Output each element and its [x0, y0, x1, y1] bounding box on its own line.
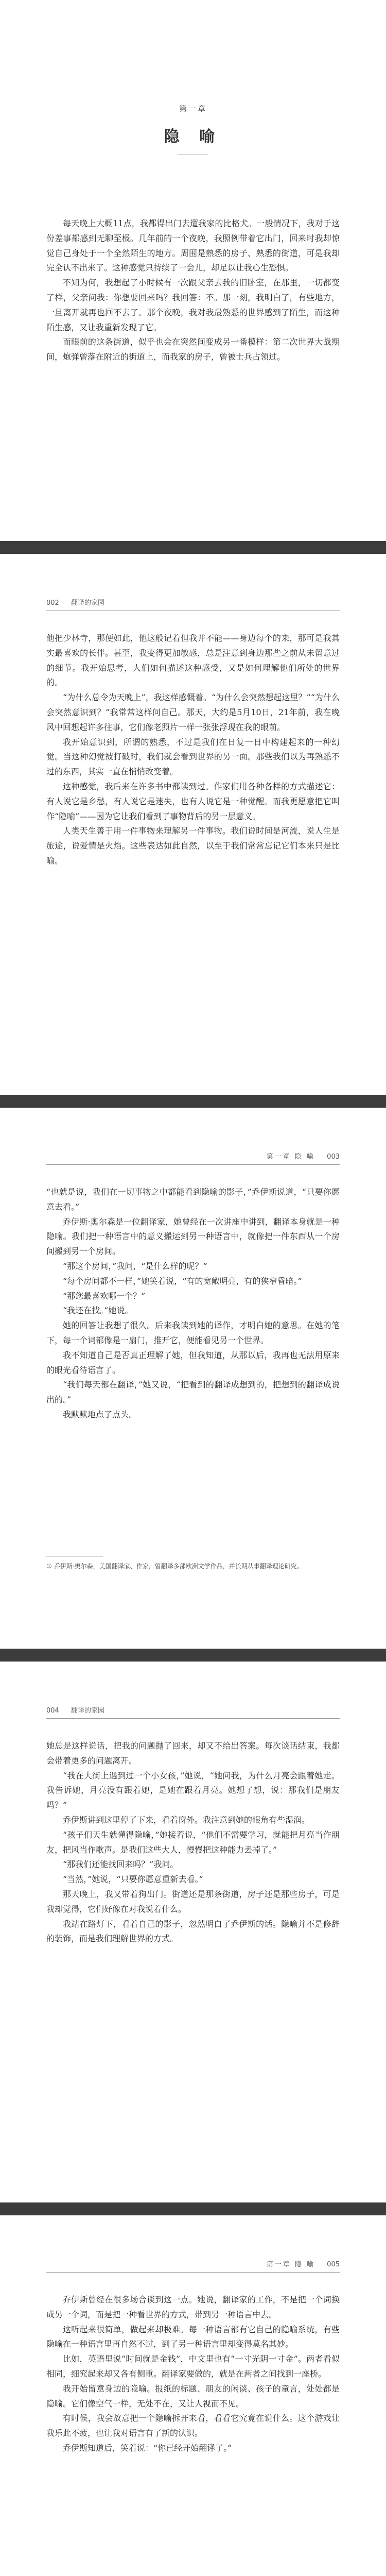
paragraph: 乔伊斯知道后，笑着说：“你已经开始翻译了。”: [63, 2443, 232, 2453]
header-title: 翻译的家园: [71, 1707, 105, 1715]
paragraph: “那我们还能找回来吗？”我问。: [63, 1859, 179, 1870]
paragraph: “我还在找。”她说。: [63, 1306, 133, 1316]
page-number: 003: [327, 1153, 340, 1161]
page-number: 004: [46, 1707, 59, 1715]
paragraph: “那这个房间，”我问，“是什么样的呢？”: [63, 1261, 207, 1271]
paragraph: 我默默地点了点头。: [63, 1409, 137, 1419]
paragraph: 有时候，我会故意把一个隐喻拆开来看，看看它究竟在说什么。这个游戏让我乐此不疲，也让我对语言有了新的认识。: [46, 2413, 340, 2438]
paragraph: 人类天生善于用一件事物来理解另一件事物。我们说时间是河流，说人生是旅途，说爱情是火焰。这些表达如此自然，以至于我们常常忘记它们本来只是比喻。: [46, 826, 340, 866]
page-2-body: [46, 631, 340, 869]
paragraph: 乔伊斯曾经在很多场合谈到这一点。她说，翻译家的工作，不是把一个词换成另一个词，而是把一种看世界的方式，带到另一种语言中去。: [46, 2295, 340, 2319]
paragraph: “孩子们天生就懂得隐喻，”她接着说，“他们不需要学习，就能把月亮当作朋友，把风当作歌声。是我们这些大人，慢慢把这种能力丢掉了。”: [46, 1829, 340, 1855]
paragraph: “那您最喜欢哪一个？”: [63, 1291, 146, 1301]
footnote-mark: ①: [46, 1563, 52, 1570]
paragraph: 她总是这样说话，把我的问题抛了回来，却又不给出答案。每次谈话结束，我都会带着更多的问题离开。: [46, 1741, 340, 1766]
paragraph: 我不知道自己是否真正理解了她，但我知道，从那以后，我再也无法用原来的眼光看待语言了。: [46, 1350, 340, 1375]
paragraph: “为什么总令为天晚上”，我这样感慨着。“为什么会突然想起这里？”“为什么会突然意识到？”我常常这样问自己。那天，大约是5月10日，21年前，我在晚风中回想起许多往事，它们像老照片一样一张张浮现在我的眼前。: [46, 692, 340, 732]
paragraph: 我开始留意身边的隐喻。报纸的标题、朋友的闲谈、孩子的童言，处处都是隐喻。它们像空气一样，无处不在，又让人视而不见。: [46, 2383, 340, 2409]
paragraph: 比如，英语里说“时间就是金钱”，中文里也有“一寸光阴一寸金”。两者看似相同，细究起来却又各有侧重。翻译家要做的，就是在两者之间找到一座桥。: [46, 2354, 340, 2379]
paragraph: “也就是说，我们在一切事物之中都能看到隐喻的影子，”乔伊斯说道，“只要你愿意去看。”: [46, 1187, 340, 1212]
footnote: [46, 1561, 340, 1571]
page-5: [0, 2215, 386, 2576]
paragraph: 他把少林寺，那便如此，他这般记着但我并不能——身边每个的来，那可是我其实最喜欢的长伴。甚至，我变得更加敏感，总是注意到身边那些之前从未留意过的细节。我开始思考，人们如何描述这种感受，又是如何理解他们所处的世界的。: [46, 633, 340, 688]
paragraph: “我在大街上遇到过一个小女孩，”她说，“她问我，为什么月亮会跟着她走。我告诉她，月亮没有跟着她，是她在跟着月亮。她想了想，说：那我们是朋友吗？”: [46, 1770, 340, 1810]
paragraph: 而眼前的这条街道，似乎也会在突然间变成另一番模样：第二次世界大战期间，炮弹曾落在附近的街道上，而我家的房子，曾被士兵占领过。: [46, 337, 340, 362]
paragraph: 那天晚上，我又带着狗出门。街道还是那条街道，房子还是那些房子，可是我却觉得，它们好像在对我说着什么。: [46, 1889, 340, 1914]
paragraph: 我开始意识到，所谓的熟悉，不过是我们在日复一日中构建起来的一种幻觉。当这种幻觉被打破时，我们就会看到世界的另一面。那些我们以为再熟悉不过的东西，其实一直在悄悄改变着。: [46, 737, 340, 777]
page-5-body: [46, 2293, 340, 2456]
running-header: [46, 2257, 340, 2273]
header-title: 翻译的家园: [71, 599, 105, 607]
page-4: [0, 1662, 386, 2202]
paragraph: 乔伊斯讲到这里停了下来，看着窗外。我注意到她的眼角有些湿润。: [63, 1815, 310, 1825]
paragraph: 不知为何，我想起了小时候有一次跟父亲去我的旧卧室，在那里，一切都变了样，父亲问我：你想要回来吗？我回答：不。那一刻，我明白了，有些地方，一旦离开就再也回不去了。那个夜晚，我对我最熟悉的世界感到了陌生，而这种陌生感，又让我重新发现了它。: [46, 278, 340, 332]
paragraph: “当然，”她说，“只要你愿意重新去看。”: [63, 1874, 203, 1885]
page-number: 005: [327, 2261, 340, 2268]
page-number: 002: [46, 599, 59, 607]
paragraph: “每个房间都不一样，”她笑着说，“有的宽敞明亮，有的狭窄昏暗。”: [63, 1276, 302, 1286]
page-3-body: [46, 1185, 340, 1422]
page-1-body: [46, 216, 340, 365]
running-header: [46, 595, 340, 611]
page-4-body: [46, 1739, 340, 1946]
running-header: [46, 1703, 340, 1719]
page-1: [0, 0, 386, 541]
paragraph: “我们每天都在翻译，”她又说，“把看到的翻译成想到的，把想到的翻译成说出的。”: [46, 1380, 340, 1405]
paragraph: 乔伊斯·奥尔森是一位翻译家，她曾经在一次讲座中讲到，翻译本身就是一种隐喻。我们把一种语言中的意义搬运到另一种语言中，就像把一件东西从一个房间搬到另一个房间。: [46, 1216, 340, 1257]
footnote-text: 乔伊斯·奥尔森，美国翻译家、作家，曾翻译多部欧洲文学作品，并长期从事翻译理论研究。: [54, 1563, 303, 1570]
paragraph: 每天晚上大概11点，我都得出门去遛我家的比格犬。一般情况下，我对于这份差事都感到无聊至极。几年前的一个夜晚，我照例带着它出门，回来时我却惊觉自己身处于一个全然陌生的地方。周围是熟悉的房子、熟悉的街道，可是我却完全认不出来了。这种感觉只持续了一会儿，却足以让我心生恐惧。: [46, 218, 340, 273]
paragraph: 这听起来很简单，做起来却极难。每一种语言都有它自己的隐喻系统，有些隐喻在一种语言里再自然不过，到了另一种语言里却变得莫名其妙。: [46, 2324, 340, 2349]
page-3: [0, 1108, 386, 1649]
page-2: [0, 554, 386, 1095]
header-title: 第一章 隐 喻: [266, 1153, 315, 1161]
running-header: [46, 1149, 340, 1165]
paragraph: 这种感觉，我后来在许多书中都读到过。作家们用各种各样的方式描述它：有人说它是乡愁，有人说它是迷失，也有人说它是一种觉醒。而我更愿意把它叫作“隐喻”——因为它让我们看到了事物背后的另一层意义。: [46, 781, 340, 821]
chapter-number: 第一章: [179, 104, 207, 113]
header-title: 第一章 隐 喻: [266, 2261, 315, 2268]
paragraph: 我站在路灯下，看着自己的影子，忽然明白了乔伊斯的话。隐喻并不是修辞的装饰，而是我们理解世界的方式。: [46, 1919, 340, 1944]
paragraph: 她的回答让我想了很久。后来我读到她的译作，才明白她的意思。在她的笔下，每一个词都像是一扇门，推开它，便能看见另一个世界。: [46, 1320, 340, 1345]
chapter-title: 隐 喻: [164, 128, 222, 146]
